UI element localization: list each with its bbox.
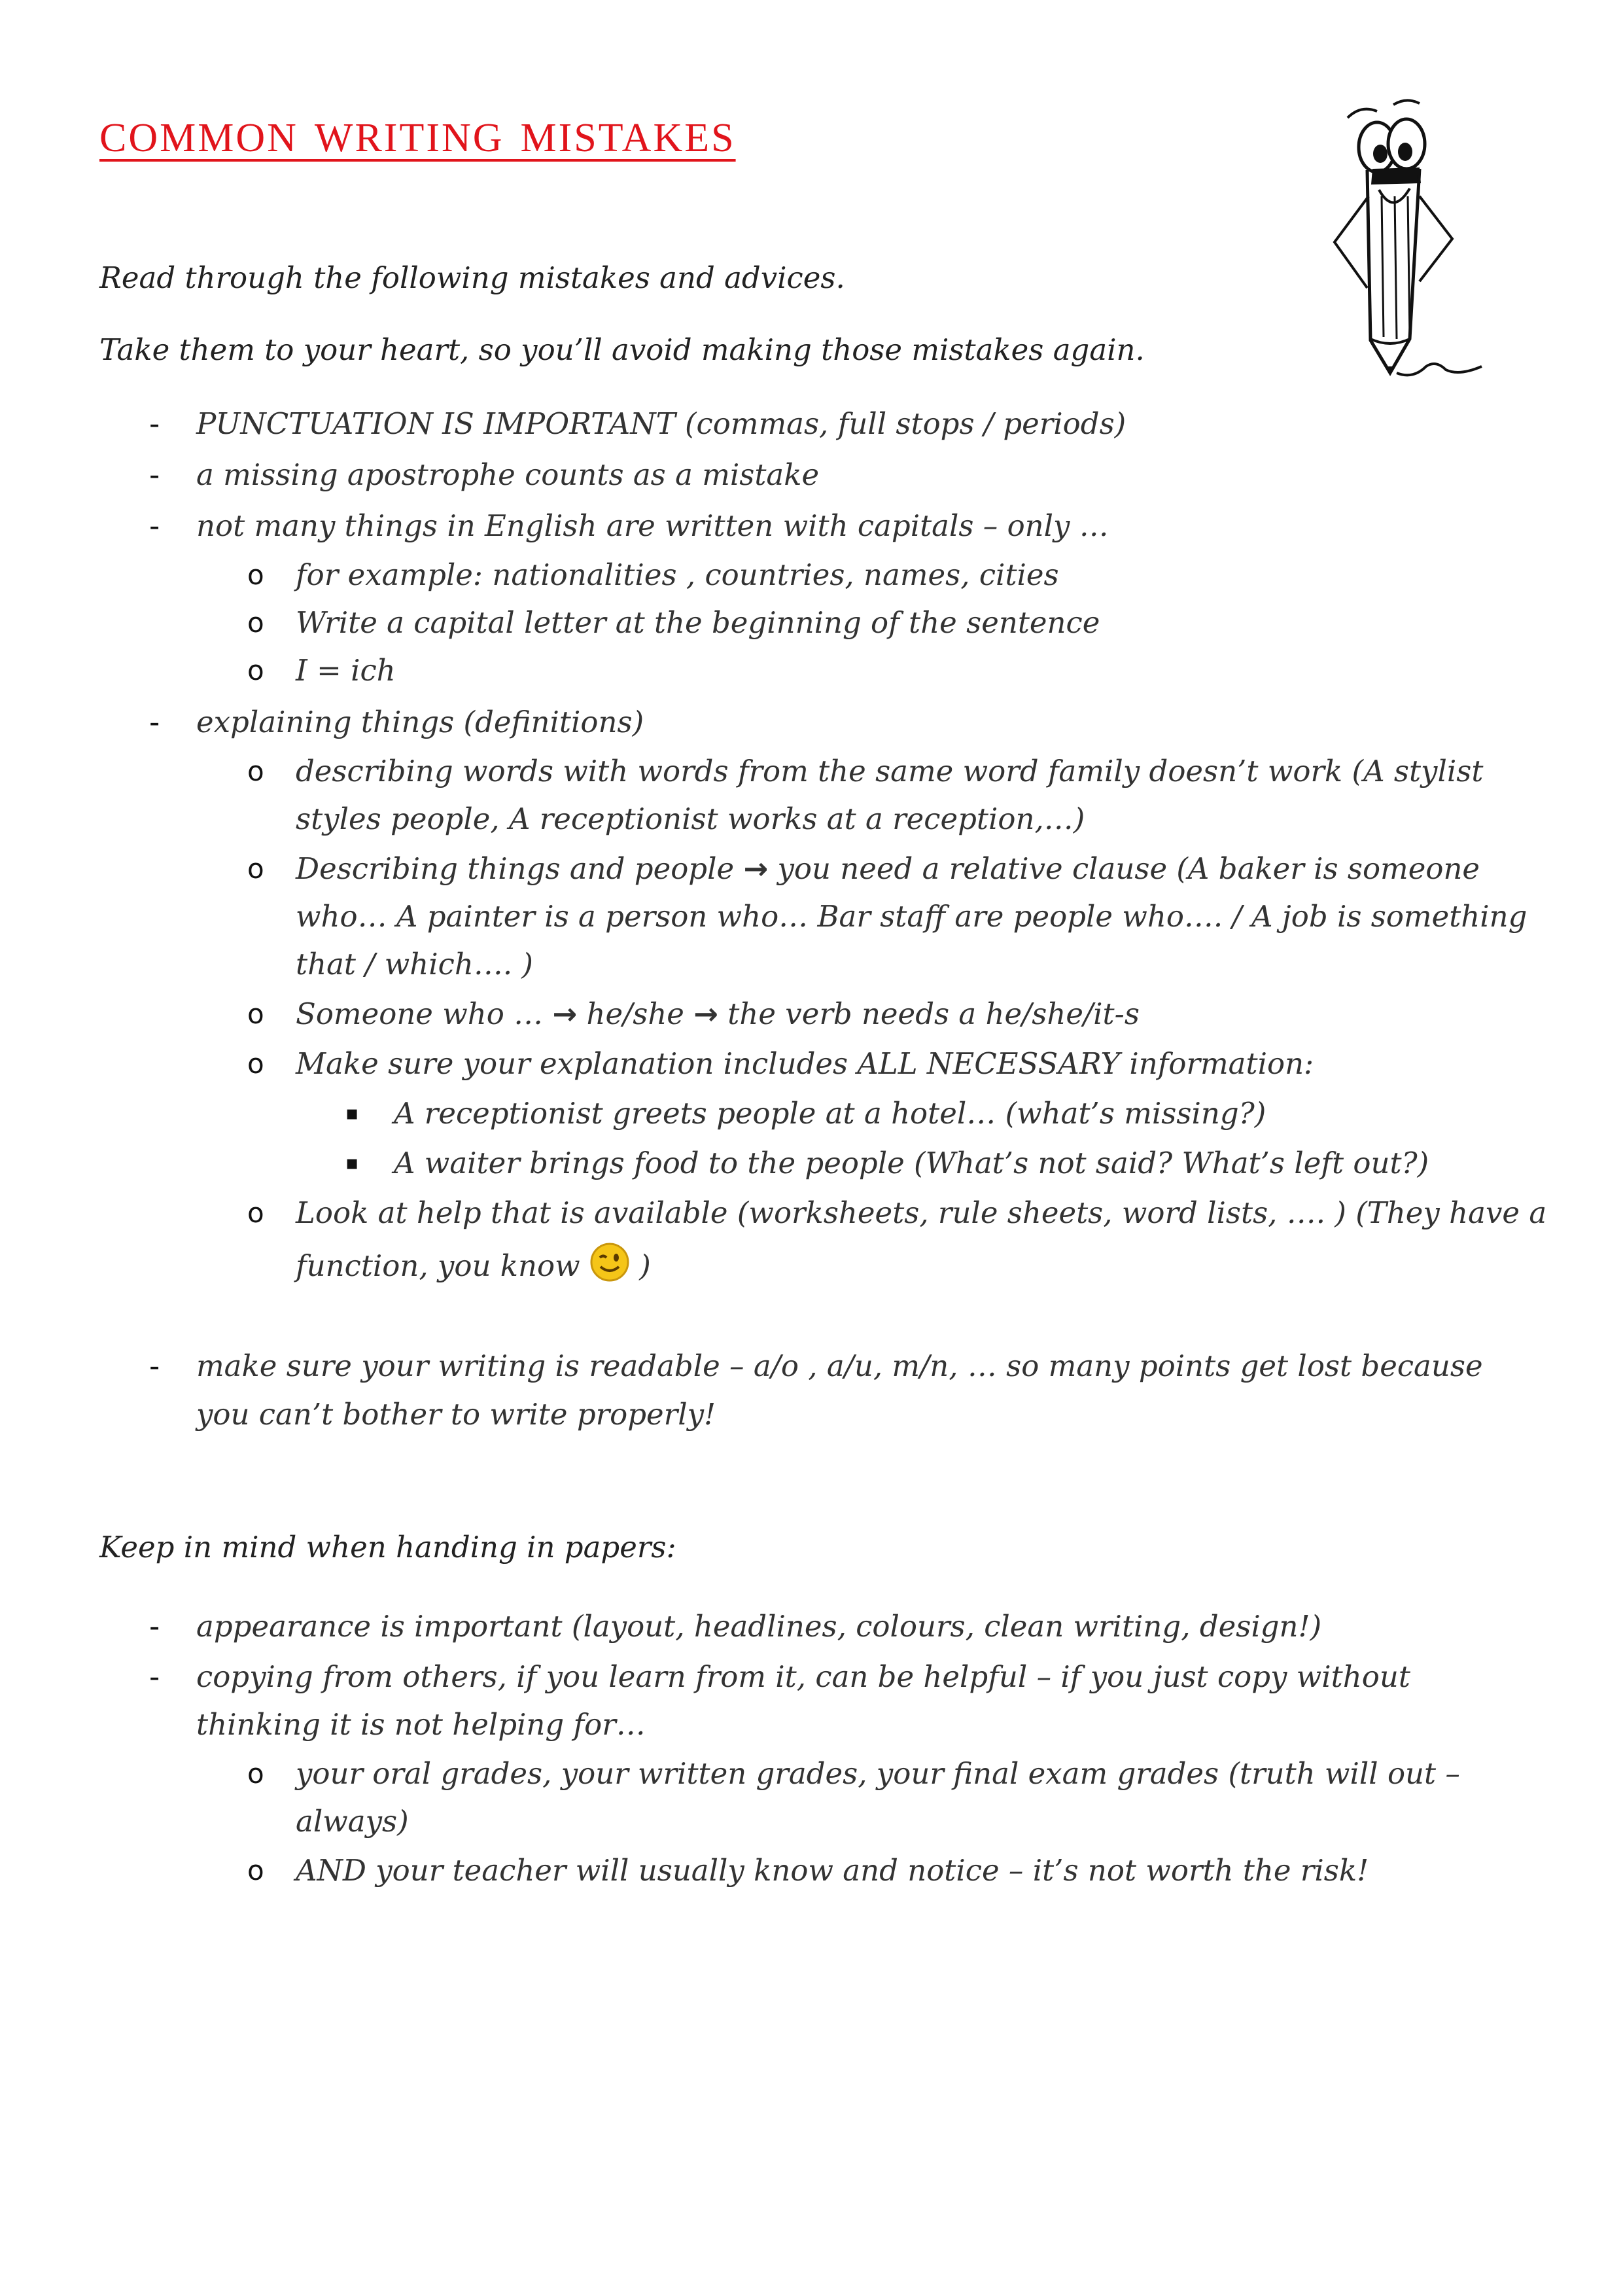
- square-bullet-marker: ▪: [345, 1102, 359, 1125]
- winking-smiley-icon: [589, 1242, 630, 1282]
- circle-marker: o: [247, 607, 264, 639]
- text-segment: Someone who …: [296, 997, 553, 1031]
- list-item: a missing apostrophe counts as a mistake: [196, 457, 820, 492]
- circle-marker: o: [247, 1048, 264, 1080]
- list-item: I = ich: [296, 653, 396, 688]
- arrow-right-icon: →: [743, 851, 769, 886]
- dash-marker: -: [149, 1349, 160, 1383]
- list-item-continued: styles people, A receptionist works at a reception,…): [296, 802, 1085, 836]
- text-segment: the verb needs a he/she/it-s: [718, 997, 1140, 1031]
- text-segment: ): [629, 1248, 651, 1283]
- intro-line-1: Read through the following mistakes and advices.: [99, 260, 845, 295]
- text-segment: he/she: [577, 997, 694, 1031]
- circle-marker: o: [247, 559, 264, 591]
- list-item: for example: nationalities , countries, names, cities: [296, 557, 1059, 592]
- list-item-continued: that / which…. ): [296, 947, 533, 981]
- list-item-continued: thinking it is not helping for…: [196, 1707, 646, 1742]
- list-item: not many things in English are written with capitals – only …: [196, 508, 1109, 543]
- arrow-right-icon: →: [552, 997, 578, 1031]
- list-item: describing words with words from the same word family doesn’t work (A stylist: [296, 754, 1484, 788]
- list-item: appearance is important (layout, headlines, colours, clean writing, design!): [196, 1609, 1322, 1644]
- dash-marker: -: [149, 457, 160, 492]
- circle-marker: o: [247, 1197, 264, 1229]
- list-item: [296, 991, 1140, 1038]
- dash-marker: -: [149, 1609, 160, 1644]
- circle-marker: o: [247, 654, 264, 686]
- text-segment: you need a relative clause (A baker is someone: [768, 851, 1480, 886]
- list-item-continued: who… A painter is a person who… Bar staff are people who…. / A job is something: [296, 899, 1527, 934]
- dash-marker: -: [149, 508, 160, 543]
- circle-marker: o: [247, 1757, 264, 1790]
- page-title: common writing mistakes: [99, 101, 736, 164]
- list-item: A waiter brings food to the people (What’s not said? What’s left out?): [394, 1146, 1429, 1180]
- list-item: Write a capital letter at the beginning of the sentence: [296, 605, 1100, 640]
- square-bullet-marker: ▪: [345, 1152, 359, 1174]
- list-item: [296, 845, 1480, 892]
- list-item-continued: you can’t bother to write properly!: [196, 1397, 716, 1432]
- list-item: A receptionist greets people at a hotel… (what’s missing?): [394, 1096, 1266, 1131]
- dash-marker: -: [149, 1659, 160, 1694]
- circle-marker: o: [247, 853, 264, 885]
- list-item: PUNCTUATION IS IMPORTANT (commas, full stops / periods): [196, 406, 1126, 441]
- circle-marker: o: [247, 755, 264, 787]
- list-item: AND your teacher will usually know and notice – it’s not worth the risk!: [296, 1853, 1369, 1888]
- circle-marker: o: [247, 998, 264, 1030]
- section-heading: Keep in mind when handing in papers:: [99, 1530, 676, 1564]
- list-item-continued: [296, 1242, 651, 1290]
- dash-marker: -: [149, 705, 160, 739]
- dash-marker: -: [149, 406, 160, 441]
- arrow-right-icon: →: [693, 997, 718, 1031]
- list-item: explaining things (definitions): [196, 705, 644, 739]
- list-item: Look at help that is available (worksheets, rule sheets, word lists, …. ) (They have a: [296, 1195, 1547, 1230]
- list-item-continued: always): [296, 1804, 409, 1839]
- text-segment: function, you know: [296, 1248, 589, 1283]
- list-item: make sure your writing is readable – a/o , a/u, m/n, … so many points get lost because: [196, 1349, 1483, 1383]
- circle-marker: o: [247, 1854, 264, 1886]
- list-item: copying from others, if you learn from it, can be helpful – if you just copy without: [196, 1659, 1410, 1694]
- list-item: your oral grades, your written grades, your final exam grades (truth will out –: [296, 1756, 1460, 1791]
- pencil-mascot-icon: [1321, 92, 1492, 380]
- intro-line-2: Take them to your heart, so you’ll avoid making those mistakes again.: [99, 332, 1145, 367]
- list-item: Make sure your explanation includes ALL NECESSARY information:: [296, 1046, 1314, 1081]
- text-segment: Describing things and people: [296, 851, 744, 886]
